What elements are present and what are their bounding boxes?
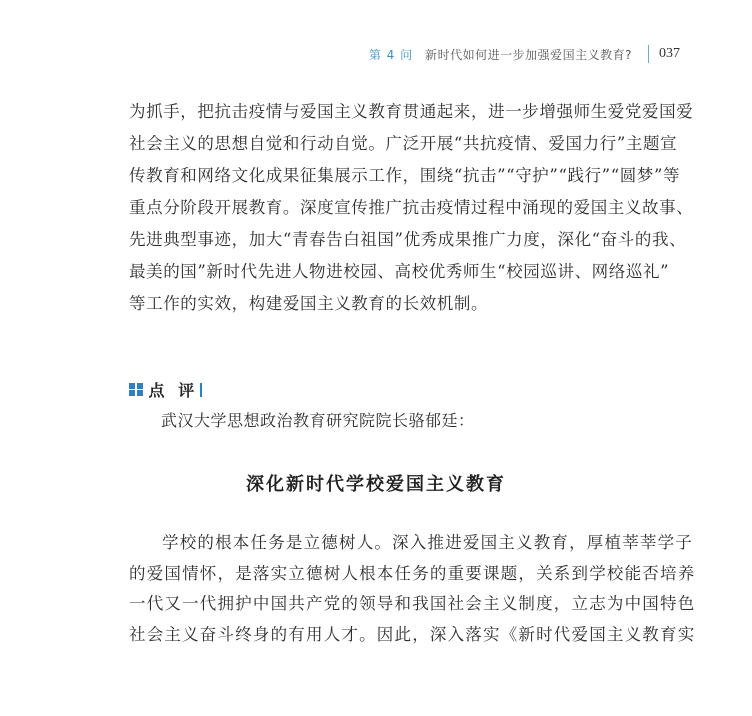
paragraph-line: 重点分阶段开展教育。深度宣传推广抗击疫情过程中涌现的爱国主义故事、	[129, 198, 694, 217]
header-divider	[648, 45, 649, 63]
paragraph-line: 社会主义的思想自觉和行动自觉。广泛开展“共抗疫情、爱国力行”主题宣	[129, 134, 678, 153]
paragraph-line: 社会主义奋斗终身的有用人才。因此，深入落实《新时代爱国主义教育实	[129, 624, 696, 644]
heading-bar-decoration	[200, 383, 202, 397]
body-paragraph-1	[129, 96, 694, 320]
review-heading-label: 点 评	[148, 381, 199, 400]
chapter-label: 第 4 问	[368, 47, 414, 62]
paragraph-line: 为抓手，把抗击疫情与爱国主义教育贯通起来，进一步增强师生爱党爱国爱	[129, 102, 694, 121]
paragraph-line: 等工作的实效，构建爱国主义教育的长效机制。	[129, 294, 489, 313]
paragraph-line: 先进典型事迹，加大“青春告白祖国”优秀成果推广力度，深化“奋斗的我、	[129, 230, 687, 249]
grid-icon	[129, 383, 143, 397]
paragraph-line: 的爱国情怀，是落实立德树人根本任务的重要课题，关系到学校能否培养	[129, 563, 696, 583]
running-header	[369, 45, 680, 63]
body-paragraph-2	[129, 528, 696, 650]
paragraph-line: 学校的根本任务是立德树人。深入推进爱国主义教育，厚植莘莘学子	[162, 533, 693, 552]
paragraph-line: 一代又一代拥护中国共产党的领导和我国社会主义制度，立志为中国特色	[129, 594, 696, 613]
review-section-heading	[129, 378, 202, 401]
page-number: 037	[659, 46, 680, 61]
paragraph-line: 最美的国”新时代先进人物进校园、高校优秀师生“校园巡讲、网络巡礼”	[129, 262, 670, 281]
paragraph-line: 传教育和网络文化成果征集展示工作，围绕“抗击”“守护”“践行”“圆梦”等	[129, 166, 681, 185]
article-title: 深化新时代学校爱国主义教育	[246, 474, 506, 495]
chapter-title: 新时代如何进一步加强爱国主义教育?	[425, 47, 632, 62]
commenter-attribution: 武汉大学思想政治教育研究院院长骆郁廷：	[161, 411, 475, 430]
